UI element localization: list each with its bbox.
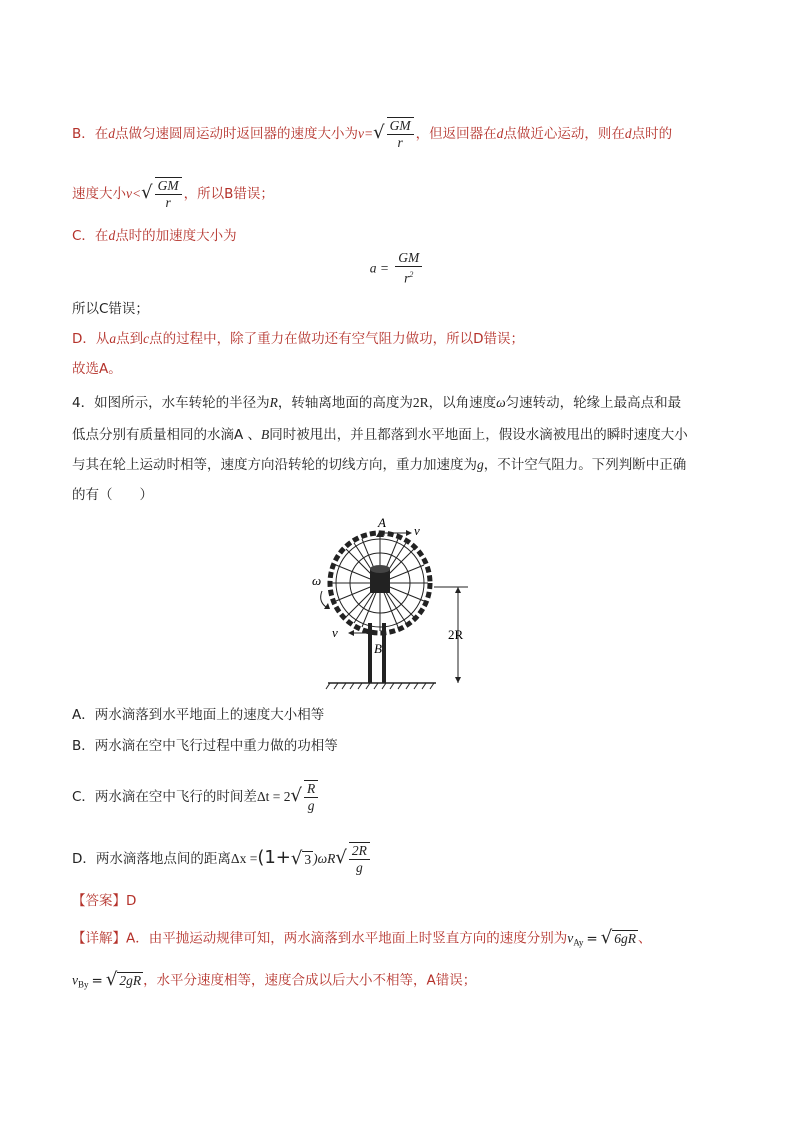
option-d: D．两水滴落地点间的距离Δx =(1+√ 3 )ωR√ $\frac{2R}{g}$ <box>72 842 372 876</box>
question-4-line2: 低点分别有质量相同的水滴A 、B同时被甩出，并且都落到水平地面上，假设水滴被甩出的瞬时速度大小 <box>72 427 688 443</box>
detail-line1: 【详解】A．由平抛运动规律可知，两水滴落到水平地面上时竖直方向的速度分别为$v_{Ay}$ = √ 6gR 、 <box>72 927 652 948</box>
option-b-explanation-line2: 速度大小v<√ $\frac{GM}{r}$ ，所以B错误； <box>72 178 274 210</box>
sqrt-gm-over-r: √ $\frac{GM}{r}$ <box>373 117 415 151</box>
sqrt-gm-over-r-2: √ $\frac{GM}{r}$ <box>141 177 183 211</box>
svg-text:v: v <box>414 523 420 538</box>
option-c: C．两水滴在空中飞行的时间差Δt = 2√ $\frac{R}{g}$ <box>72 780 320 814</box>
svg-text:B: B <box>374 641 382 656</box>
option-d-explanation: D．从a点到c点的过程中，除了重力在做功还有空气阻力做功，所以D错误； <box>72 331 525 347</box>
detail-line2: $v_{By}$ = √ 2gR ，水平分速度相等，速度合成以后大小不相等，A错误； <box>72 969 477 990</box>
option-a: A．两水滴落到水平地面上的速度大小相等 <box>72 707 325 723</box>
option-c-conclusion: 所以C错误； <box>72 301 149 317</box>
water-wheel-figure <box>308 513 480 691</box>
svg-text:A: A <box>378 515 386 530</box>
choose-answer: 故选A。 <box>72 361 122 377</box>
option-b: B．两水滴在空中飞行过程中重力做的功相等 <box>72 738 338 754</box>
question-4-line3: 与其在轮上运动时相等，速度方向沿转轮的切线方向，重力加速度为g，不计空气阻力。下列判断中正确 <box>72 457 687 473</box>
acceleration-equation: a = $\frac{GM}{r^2}$ <box>0 250 794 287</box>
option-b-explanation-line1: B．在d点做匀速圆周运动时返回器的速度大小为v=√ $\frac{GM}{r}$ ，但返回器在d点做近心运动，则在d点时的 <box>72 118 673 150</box>
question-4-line4: 的有（ ） <box>72 487 153 503</box>
question-4-line1: 4．如图所示，水车转轮的半径为R，转轴离地面的高度为2R，以角速度ω匀速转动，轮缘上最高点和最 <box>72 395 682 411</box>
option-c-explanation: C．在d点时的加速度大小为 <box>72 228 237 244</box>
svg-text:2R: 2R <box>448 627 464 642</box>
svg-text:v: v <box>332 625 338 640</box>
answer: 【答案】D <box>72 893 137 909</box>
svg-text:ω: ω <box>312 573 322 588</box>
